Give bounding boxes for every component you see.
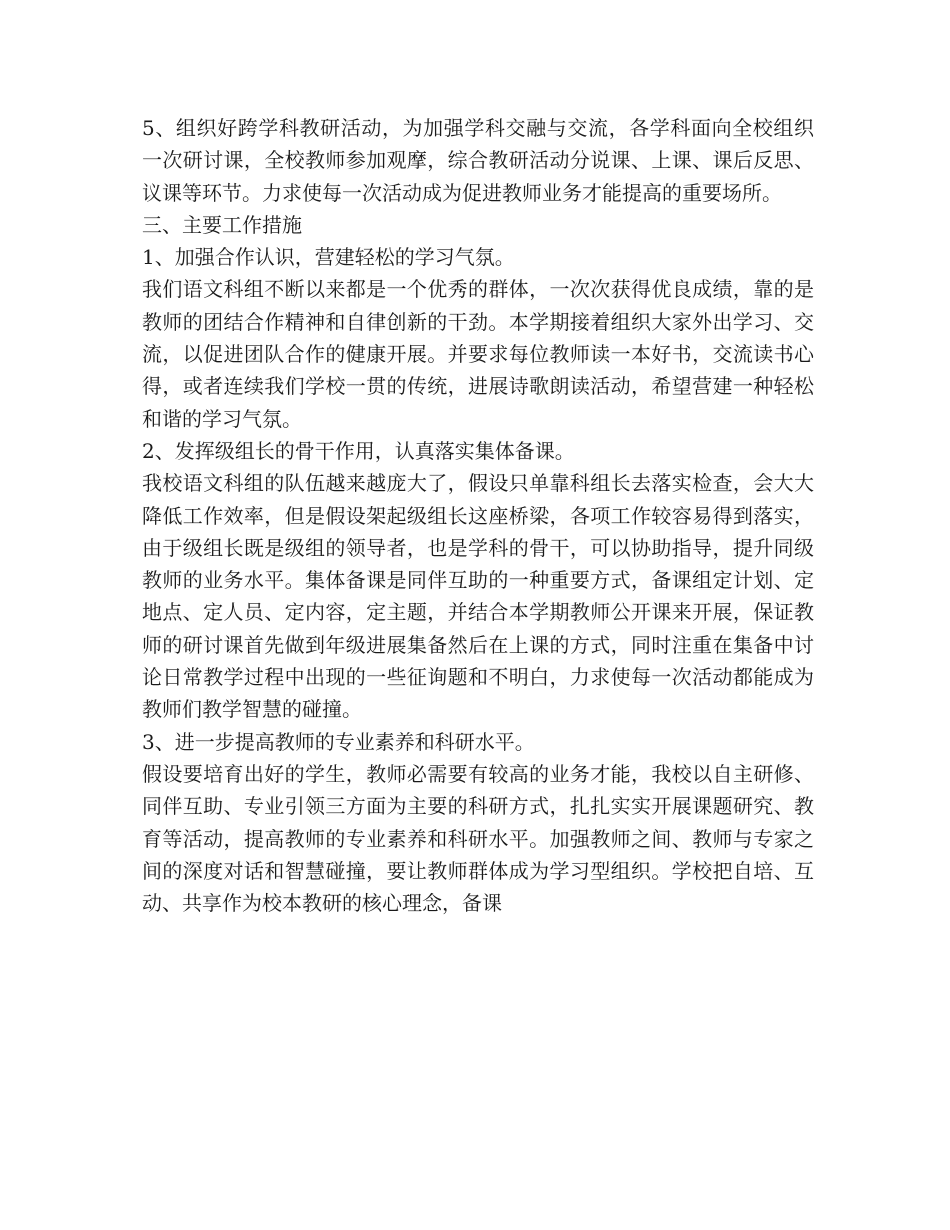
paragraph-group-leaders: 我校语文科组的队伍越来越庞大了，假设只单靠科组长去落实检查，会大大降低工作效率，但是假设架起级组长这座桥梁，各项工作较容易得到落实，由于级组长既是级组的领导者，也是学科的骨干，可以协助指导，提升同级教师的业务水平。集体备课是同伴互助的一种重要方式，备课组定计划、定地点、定人员、定内容，定主题，并结合本学期教师公开课来开展，保证教师的研讨课首先做到年级进展集备然后在上课的方式，同时注重在集备中讨论日常教学过程中出现的一些征询题和不明白，力求使每一次活动都能成为教师们教学智慧的碰撞。 <box>142 471 814 722</box>
subheading-cooperation: 1、加强合作认识，营建轻松的学习气氛。 <box>142 245 515 270</box>
paragraph-cooperation: 我们语文科组不断以来都是一个优秀的群体，一次次获得优良成绩，靠的是教师的团结合作精神和自律创新的干劲。本学期接着组织大家外出学习、交流，以促进团队合作的健康开展。并要求每位教师读一本好书，交流读书心得，或者连续我们学校一贯的传统，进展诗歌朗读活动，希望营建一种轻松和谐的学习气氛。 <box>142 277 814 431</box>
document-page <box>142 112 814 919</box>
subheading-group-leaders: 2、发挥级组长的骨干作用，认真落实集体备课。 <box>142 438 575 463</box>
paragraph-professional-level: 假设要培育出好的学生，教师必需要有较高的业务才能，我校以自主研修、同伴互助、专业引领三方面为主要的科研方式，扎扎实实开展课题研究、教育等活动，提高教师的专业素养和科研水平。加强教师之间、教师与专家之间的深度对话和智慧碰撞，要让教师群体成为学习型组织。学校把自培、互动、共享作为校本教研的核心理念，备课 <box>142 761 814 916</box>
paragraph-item-5-interdisciplinary: 5、组织好跨学科教研活动，为加强学科交融与交流，各学科面向全校组织一次研讨课，全校教师参加观摩，综合教研活动分说课、上课、课后反思、议课等环节。力求使每一次活动成为促进教师业务才能提高的重要场所。 <box>142 116 814 205</box>
section-heading-main-measures: 三、主要工作措施 <box>142 212 302 237</box>
subheading-professional-level: 3、进一步提高教师的专业素养和科研水平。 <box>142 729 535 754</box>
